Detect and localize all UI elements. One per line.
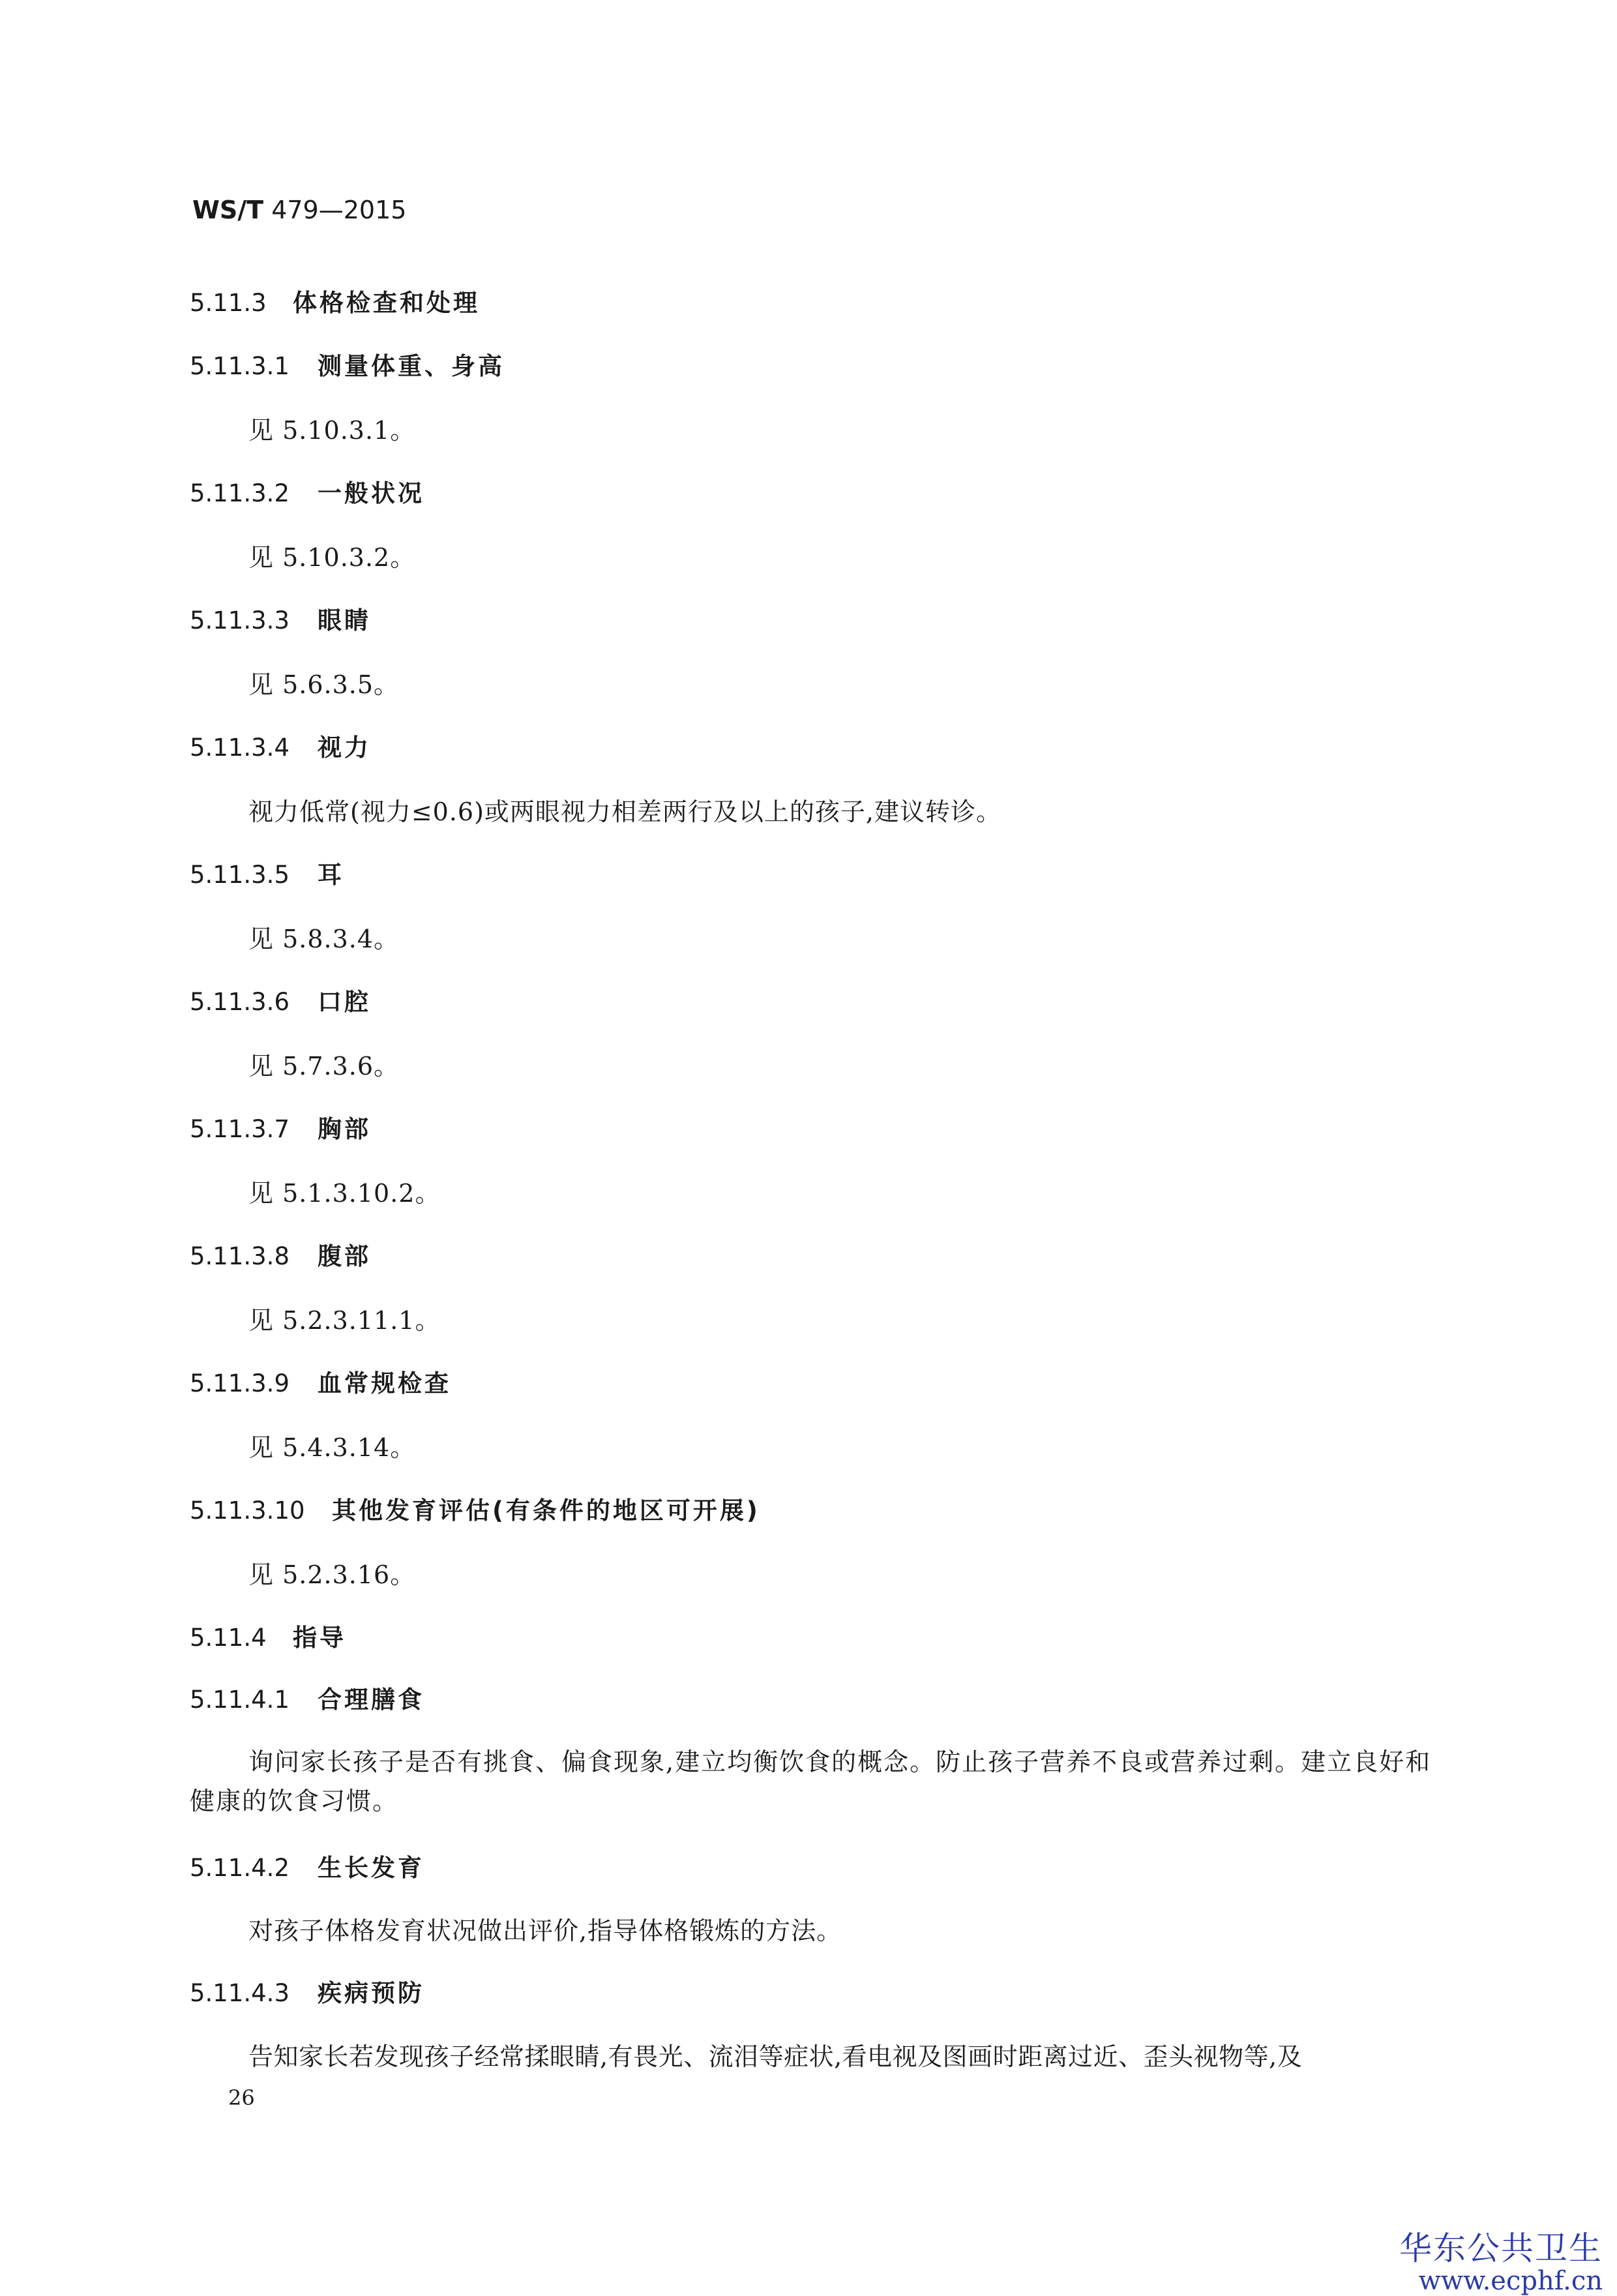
section-heading: [190, 859, 344, 891]
section-number: 5.11.3.5: [190, 861, 289, 889]
section-title: 腹部: [318, 1242, 371, 1270]
section-body: 见 5.2.3.11.1。: [248, 1306, 441, 1335]
section-heading: [190, 732, 371, 764]
section-heading: [190, 1113, 371, 1146]
section-heading: [190, 1977, 424, 2010]
section-heading: [190, 1852, 424, 1885]
section-title: 指导: [293, 1624, 346, 1652]
section-body-paragraph: 询问家长孩子是否有挑食、偏食现象,建立均衡饮食的概念。防止孩子营养不良或营养过剩。建立良好和健康的饮食习惯。: [190, 1748, 1432, 1815]
section-body: 见 5.2.3.16。: [248, 1560, 416, 1589]
standard-code-prefix: WS/T: [192, 196, 264, 224]
section-number: 5.11.3.8: [190, 1242, 289, 1270]
section-number: 5.11.3.2: [190, 479, 289, 507]
section-title: 体格检查和处理: [293, 289, 480, 317]
watermark-url[interactable]: www.ecphf.cn: [1418, 2266, 1603, 2296]
section-body: 见 5.4.3.14。: [248, 1433, 416, 1462]
section-body: 见 5.8.3.4。: [248, 925, 400, 953]
section-number: 5.11.3.3: [190, 606, 289, 634]
section-title: 血常规检查: [318, 1369, 451, 1397]
section-body: 见 5.1.3.10.2。: [248, 1179, 441, 1208]
section-title: 合理膳食: [318, 1686, 424, 1714]
section-heading: [190, 1495, 760, 1527]
section-heading: [190, 986, 371, 1019]
section-heading: [190, 604, 371, 637]
section-title: 耳: [318, 861, 344, 889]
section-heading: [190, 1684, 424, 1716]
section-heading: [190, 1622, 346, 1654]
section-title: 生长发育: [318, 1854, 424, 1882]
section-title: 测量体重、身高: [318, 352, 505, 380]
section-number: 5.11.3: [190, 289, 267, 317]
page-number: 26: [228, 2085, 255, 2110]
section-body: 见 5.7.3.6。: [248, 1052, 400, 1081]
section-title: 疾病预防: [318, 1979, 424, 2007]
section-heading: [190, 350, 505, 383]
standard-code-number: 479—2015: [271, 196, 407, 224]
section-title: 一般状况: [318, 479, 424, 507]
section-number: 5.11.3.7: [190, 1115, 289, 1143]
section-number: 5.11.4.1: [190, 1686, 289, 1714]
section-number: 5.11.3.6: [190, 988, 289, 1016]
section-number: 5.11.3.1: [190, 352, 289, 380]
section-body: 见 5.10.3.1。: [248, 416, 416, 445]
section-heading: [190, 477, 424, 510]
section-heading: [190, 287, 480, 320]
section-body: 见 5.10.3.2。: [248, 543, 416, 572]
section-number: 5.11.3.10: [190, 1497, 305, 1525]
section-body: 告知家长若发现孩子经常揉眼睛,有畏光、流泪等症状,看电视及图画时距离过近、歪头视物等,及: [248, 2042, 1303, 2071]
section-title: 其他发育评估(有条件的地区可开展): [332, 1497, 760, 1525]
watermark: [1399, 2230, 1603, 2296]
section-title: 眼睛: [318, 606, 371, 634]
section-number: 5.11.3.4: [190, 734, 289, 762]
section-title: 视力: [318, 734, 371, 762]
section-body: 视力低常(视力≤0.6)或两眼视力相差两行及以上的孩子,建议转诊。: [248, 798, 1002, 826]
section-number: 5.11.4: [190, 1624, 267, 1652]
section-title: 口腔: [318, 988, 371, 1016]
section-body: 见 5.6.3.5。: [248, 670, 400, 699]
section-body: 对孩子体格发育状况做出评价,指导体格锻炼的方法。: [248, 1916, 842, 1945]
section-title: 胸部: [318, 1115, 371, 1143]
section-heading: [190, 1240, 371, 1273]
section-number: 5.11.4.2: [190, 1854, 289, 1882]
section-number: 5.11.4.3: [190, 1979, 289, 2007]
watermark-title: 华东公共卫生: [1399, 2229, 1603, 2267]
section-heading: [190, 1367, 451, 1400]
standard-code: [192, 196, 406, 224]
section-number: 5.11.3.9: [190, 1369, 289, 1397]
